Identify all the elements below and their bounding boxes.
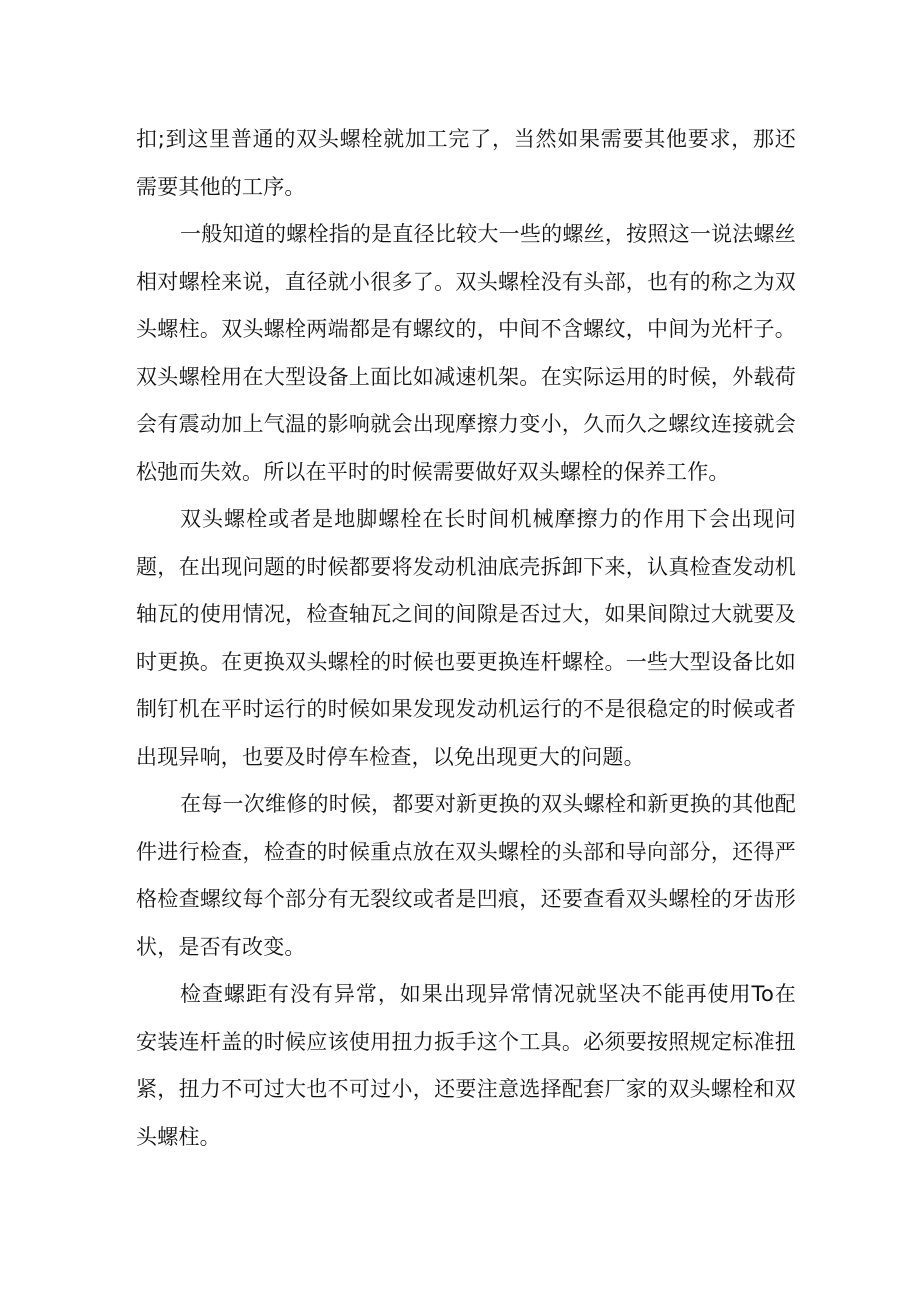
paragraph-4: 在每一次维修的时候，都要对新更换的双头螺栓和新更换的其他配件进行检查，检查的时候重点放在双头螺栓的头部和导向部分，还得严格检查螺纹每个部分有无裂纹或者是凹痕，还要查看双头螺栓的牙齿形状，是否有改变。: [136, 792, 796, 959]
paragraph-5: 检查螺距有没有异常，如果出现异常情况就坚决不能再使用To在安装连杆盖的时候应该使用扭力扳手这个工具。必须要按照规定标准扭紧，扭力不可过大也不可过小，还要注意选择配套厂家的双头螺栓和双头螺柱。: [136, 982, 796, 1149]
paragraph-1: 扣;到这里普通的双头螺栓就加工完了，当然如果需要其他要求，那还需要其他的工序。: [136, 127, 796, 199]
document-body: [136, 116, 796, 1161]
paragraph-3: 双头螺栓或者是地脚螺栓在长时间机械摩擦力的作用下会出现问题，在出现问题的时候都要将发动机油底壳拆卸下来，认真检查发动机轴瓦的使用情况，检查轴瓦之间的间隙是否过大，如果间隙过大就要及时更换。在更换双头螺栓的时候也要更换连杆螺栓。一些大型设备比如制钉机在平时运行的时候如果发现发动机运行的不是很稳定的时候或者出现异响，也要及时停车检查，以免出现更大的问题。: [136, 507, 796, 769]
paragraph-2: 一般知道的螺栓指的是直径比较大一些的螺丝，按照这一说法螺丝相对螺栓来说，直径就小很多了。双头螺栓没有头部，也有的称之为双头螺柱。双头螺栓两端都是有螺纹的，中间不含螺纹，中间为光杆子。双头螺栓用在大型设备上面比如减速机架。在实际运用的时候，外载荷会有震动加上气温的影响就会出现摩擦力变小，久而久之螺纹连接就会松弛而失效。所以在平时的时候需要做好双头螺栓的保养工作。: [136, 222, 796, 484]
